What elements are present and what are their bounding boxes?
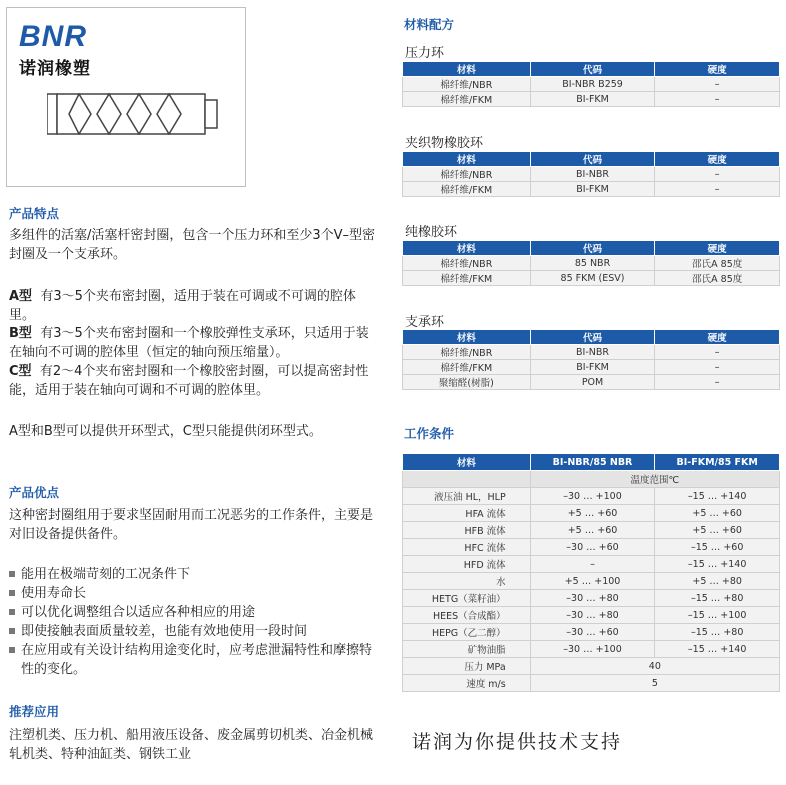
table-cell: HEES（合成酯） <box>403 607 531 624</box>
table-cell: 邵氏A 85度 <box>655 271 780 286</box>
work-conditions-table <box>402 453 780 692</box>
table-cell: +5 … +100 <box>530 573 655 590</box>
ring-type-note: A型和B型可以提供开环型式，C型只能提供闭环型式。 <box>9 424 322 439</box>
table-cell: HFB 流体 <box>403 522 531 539</box>
table-row <box>403 539 780 556</box>
column-header: 硬度 <box>655 62 780 77</box>
table-row <box>403 573 780 590</box>
advantages-list <box>9 565 374 679</box>
table-cell: 棉纤维/FKM <box>403 360 531 375</box>
pressure-label: 压力 MPa <box>403 658 531 675</box>
table-cell: HFD 流体 <box>403 556 531 573</box>
table-row <box>403 658 780 675</box>
table-cell: HEPG（乙二醇） <box>403 624 531 641</box>
type-a-text: 有3～5个夹布密封圈，适用于装在可调或不可调的腔体里。 <box>9 289 356 323</box>
table-cell: BI-FKM <box>530 360 655 375</box>
type-c-text: 有2～4个夹布密封圈和一个橡胶密封圈，可以提高密封性能，适用于装在轴向可调和不可调的腔体里。 <box>9 364 369 398</box>
table-row <box>403 77 780 92</box>
advantages-intro: 这种密封圈组用于要求坚固耐用而工况恶劣的工作条件，主要是对旧设备提供备件。 <box>9 508 374 542</box>
list-item: 能用在极端苛刻的工况条件下 <box>9 565 374 584</box>
type-b <box>9 324 381 362</box>
column-header: 代码 <box>530 330 655 345</box>
column-header: 材料 <box>403 330 531 345</box>
table-cell: HETG（菜籽油） <box>403 590 531 607</box>
table-cell: +5 … +60 <box>655 522 780 539</box>
v-seal-drawing <box>47 90 223 138</box>
table-cell: – <box>655 375 780 390</box>
column-header: 硬度 <box>655 330 780 345</box>
column-header: 材料 <box>403 454 531 471</box>
applications-title: 推荐应用 <box>9 704 60 719</box>
table-cell: +5 … +60 <box>530 522 655 539</box>
table-cell: –15 … +140 <box>655 556 780 573</box>
product-figure <box>6 7 246 187</box>
brand-logo: BNR <box>19 20 87 53</box>
column-header: 硬度 <box>655 241 780 256</box>
brand-name: 诺润橡塑 <box>19 59 91 79</box>
table-cell: –30 … +80 <box>530 607 655 624</box>
list-item: 使用寿命长 <box>9 584 374 603</box>
table-row <box>403 556 780 573</box>
table-cell: –15 … +100 <box>655 607 780 624</box>
support-note: 诺润为你提供技术支持 <box>412 731 623 753</box>
type-a <box>9 287 381 325</box>
table-cell: 邵氏A 85度 <box>655 256 780 271</box>
column-header: 代码 <box>530 62 655 77</box>
table-cell: – <box>655 92 780 107</box>
table-cell: – <box>655 77 780 92</box>
type-a-label: A型 <box>9 289 33 304</box>
applications-text: 注塑机类、压力机、船用液压设备、废金属剪切机类、冶金机械轧机类、特种油缸类、钢铁工业 <box>9 728 374 762</box>
table-cell: 水 <box>403 573 531 590</box>
table-cell: BI-NBR <box>530 167 655 182</box>
rubber-ring-title: 纯橡胶环 <box>405 225 458 240</box>
table-row <box>403 182 780 197</box>
pressure-ring-table <box>402 61 780 107</box>
table-row <box>403 675 780 692</box>
table-cell: 棉纤维/NBR <box>403 256 531 271</box>
table-cell: –30 … +60 <box>530 539 655 556</box>
support-ring-title: 支承环 <box>405 315 445 330</box>
table-cell <box>403 471 531 488</box>
table-cell: –15 … +80 <box>655 590 780 607</box>
features-title: 产品特点 <box>9 206 60 221</box>
table-cell: – <box>655 345 780 360</box>
work-conditions-title: 工作条件 <box>404 426 455 441</box>
type-c-label: C型 <box>9 364 32 379</box>
speed-value: 5 <box>530 675 779 692</box>
table-cell: 棉纤维/NBR <box>403 77 531 92</box>
table-cell: BI-NBR <box>530 345 655 360</box>
column-header: 材料 <box>403 241 531 256</box>
table-cell: –15 … +140 <box>655 641 780 658</box>
advantages-title: 产品优点 <box>9 485 60 500</box>
column-header: BI-NBR/85 NBR <box>530 454 655 471</box>
table-row <box>403 345 780 360</box>
type-b-label: B型 <box>9 326 32 341</box>
type-c <box>9 362 381 400</box>
table-row <box>403 522 780 539</box>
table-row <box>403 488 780 505</box>
features-intro: 多组件的活塞/活塞杆密封圈，包含一个压力环和至少3个V–型密封圈及一个支承环。 <box>9 228 376 262</box>
table-cell: 聚缩醛(树脂) <box>403 375 531 390</box>
table-row <box>403 471 780 488</box>
column-header: 材料 <box>403 152 531 167</box>
table-row <box>403 256 780 271</box>
table-cell: –30 … +60 <box>530 624 655 641</box>
table-cell: 棉纤维/FKM <box>403 182 531 197</box>
table-row <box>403 271 780 286</box>
table-cell: HFC 流体 <box>403 539 531 556</box>
fabric-ring-title: 夹织物橡胶环 <box>405 136 484 151</box>
table-row <box>403 590 780 607</box>
table-cell: BI-FKM <box>530 182 655 197</box>
column-header: BI-FKM/85 FKM <box>655 454 780 471</box>
table-cell: – <box>530 556 655 573</box>
column-header: 代码 <box>530 241 655 256</box>
table-cell: –15 … +60 <box>655 539 780 556</box>
column-header: 材料 <box>403 62 531 77</box>
list-item: 即使接触表面质量较差，也能有效地使用一段时间 <box>9 622 374 641</box>
table-cell: 棉纤维/NBR <box>403 167 531 182</box>
list-item: 可以优化调整组合以适应各种相应的用途 <box>9 603 374 622</box>
table-cell: +5 … +60 <box>530 505 655 522</box>
table-row <box>403 607 780 624</box>
column-header: 代码 <box>530 152 655 167</box>
type-b-text: 有3～5个夹布密封圈和一个橡胶弹性支承环，只适用于装在轴向不可调的腔体里（恒定的轴向预压缩量）。 <box>9 326 369 360</box>
table-cell: – <box>655 182 780 197</box>
table-row <box>403 167 780 182</box>
table-cell: 棉纤维/FKM <box>403 92 531 107</box>
fabric-ring-table <box>402 151 780 197</box>
table-row <box>403 375 780 390</box>
column-header: 硬度 <box>655 152 780 167</box>
table-cell: –15 … +140 <box>655 488 780 505</box>
table-cell: POM <box>530 375 655 390</box>
rubber-ring-table <box>402 240 780 286</box>
support-ring-table <box>402 329 780 390</box>
table-cell: HFA 流体 <box>403 505 531 522</box>
table-cell: BI-FKM <box>530 92 655 107</box>
table-row <box>403 360 780 375</box>
table-cell: +5 … +60 <box>655 505 780 522</box>
table-cell: –30 … +80 <box>530 590 655 607</box>
table-cell: 85 FKM (ESV) <box>530 271 655 286</box>
table-cell: 棉纤维/FKM <box>403 271 531 286</box>
table-row <box>403 641 780 658</box>
temperature-range-header: 温度范围℃ <box>530 471 779 488</box>
table-cell: – <box>655 360 780 375</box>
table-cell: 85 NBR <box>530 256 655 271</box>
table-row <box>403 92 780 107</box>
table-cell: –30 … +100 <box>530 488 655 505</box>
table-row <box>403 624 780 641</box>
list-item: 在应用或有关设计结构用途变化时，应考虑泄漏特性和摩擦特性的变化。 <box>9 641 374 679</box>
table-cell: –30 … +100 <box>530 641 655 658</box>
pressure-value: 40 <box>530 658 779 675</box>
table-cell: BI-NBR B259 <box>530 77 655 92</box>
speed-label: 速度 m/s <box>403 675 531 692</box>
table-cell: –15 … +80 <box>655 624 780 641</box>
materials-title: 材料配方 <box>404 17 455 32</box>
table-cell: 棉纤维/NBR <box>403 345 531 360</box>
table-cell: 矿物油脂 <box>403 641 531 658</box>
table-row <box>403 505 780 522</box>
pressure-ring-title: 压力环 <box>405 46 445 61</box>
table-cell: 液压油 HL，HLP <box>403 488 531 505</box>
table-cell: – <box>655 167 780 182</box>
table-cell: +5 … +80 <box>655 573 780 590</box>
